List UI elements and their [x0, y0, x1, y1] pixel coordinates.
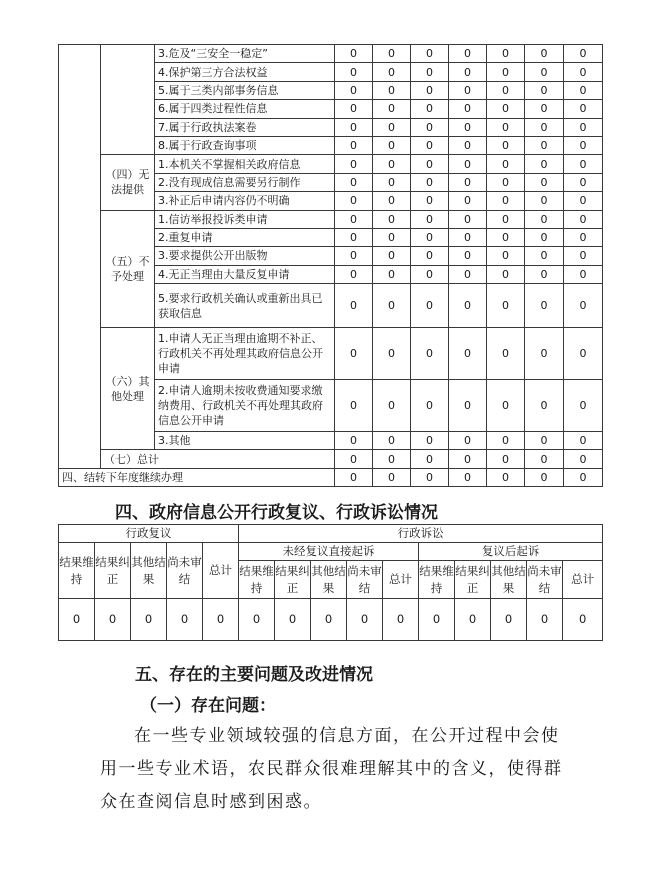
value-cell: 0: [487, 118, 525, 136]
value-cell: 0: [525, 63, 564, 81]
value-cell: 0: [131, 599, 167, 641]
value-cell: 0: [373, 45, 411, 63]
value-cell: 0: [373, 81, 411, 99]
column-header: 其他结果: [311, 561, 347, 599]
value-cell: 0: [487, 284, 525, 328]
value-cell: 0: [335, 63, 373, 81]
value-cell: 0: [373, 432, 411, 450]
category-label: （五）不予处理: [101, 210, 155, 328]
value-cell: 0: [335, 118, 373, 136]
value-cell: 0: [411, 450, 449, 468]
application-handling-table: [58, 44, 603, 487]
value-cell: 0: [525, 100, 564, 118]
value-cell: 0: [449, 450, 487, 468]
value-cell: 0: [411, 81, 449, 99]
item-label: 4.无正当理由大量反复申请: [155, 265, 335, 283]
value-cell: 0: [335, 328, 373, 380]
value-cell: 0: [487, 100, 525, 118]
value-cell: 0: [564, 468, 603, 486]
value-cell: 0: [525, 192, 564, 210]
value-cell: 0: [411, 380, 449, 432]
value-cell: 0: [335, 228, 373, 246]
item-label: 2.没有现成信息需要另行制作: [155, 173, 335, 191]
value-cell: 0: [487, 468, 525, 486]
outer-blank-cell: [59, 45, 101, 469]
item-label: 7.属于行政执法案卷: [155, 118, 335, 136]
value-cell: 0: [487, 155, 525, 173]
value-cell: 0: [373, 380, 411, 432]
table-row: [59, 210, 603, 228]
value-cell: 0: [335, 81, 373, 99]
item-label: 1.本机关不掌握相关政府信息: [155, 155, 335, 173]
category-label: （四）无法提供: [101, 155, 155, 210]
value-cell: 0: [564, 63, 603, 81]
value-cell: 0: [373, 192, 411, 210]
item-label: 4.保护第三方合法权益: [155, 63, 335, 81]
category-blank-cell: [101, 45, 155, 155]
value-cell: 0: [487, 63, 525, 81]
value-cell: 0: [491, 599, 527, 641]
problems-paragraph: 在一些专业领域较强的信息方面，在公开过程中会使用一些专业术语，农民群众很难理解其中的含义，使得群众在查阅信息时感到困惑。: [100, 726, 563, 812]
value-cell: 0: [373, 468, 411, 486]
value-cell: 0: [411, 265, 449, 283]
value-cell: 0: [373, 450, 411, 468]
column-header: 总计: [383, 561, 419, 599]
value-cell: 0: [411, 468, 449, 486]
value-cell: 0: [335, 380, 373, 432]
value-cell: 0: [95, 599, 131, 641]
value-cell: 0: [449, 328, 487, 380]
direct-suit-header: 未经复议直接起诉: [239, 543, 419, 561]
value-cell: 0: [335, 173, 373, 191]
value-cell: 0: [525, 265, 564, 283]
value-cell: 0: [564, 284, 603, 328]
item-label: 1.申请人无正当理由逾期不补正、行政机关不再处理其政府信息公开申请: [155, 328, 335, 380]
value-cell: 0: [373, 173, 411, 191]
value-cell: 0: [383, 599, 419, 641]
value-cell: 0: [59, 599, 95, 641]
value-cell: 0: [487, 136, 525, 154]
item-label: 3.补正后申请内容仍不明确: [155, 192, 335, 210]
value-cell: 0: [411, 328, 449, 380]
value-cell: 0: [347, 599, 383, 641]
carry-over-label: 四、结转下年度继续办理: [59, 468, 335, 486]
value-cell: 0: [411, 247, 449, 265]
value-cell: 0: [449, 173, 487, 191]
value-cell: 0: [525, 284, 564, 328]
problems-subtitle: （一）存在问题：: [140, 696, 276, 716]
value-cell: 0: [373, 284, 411, 328]
section5-title: 五、存在的主要问题及改进情况: [135, 665, 373, 685]
value-cell: 0: [373, 155, 411, 173]
value-cell: 0: [411, 118, 449, 136]
value-cell: 0: [449, 45, 487, 63]
value-cell: 0: [487, 173, 525, 191]
column-header: 结果纠正: [95, 543, 131, 599]
category-label: （六）其他处理: [101, 328, 155, 450]
value-cell: 0: [373, 265, 411, 283]
value-cell: 0: [525, 45, 564, 63]
value-cell: 0: [449, 136, 487, 154]
value-cell: 0: [525, 468, 564, 486]
value-cell: 0: [411, 284, 449, 328]
value-cell: 0: [564, 118, 603, 136]
value-cell: 0: [335, 210, 373, 228]
value-cell: 0: [564, 45, 603, 63]
value-cell: 0: [373, 328, 411, 380]
value-cell: 0: [419, 599, 455, 641]
value-cell: 0: [411, 173, 449, 191]
table-row: [59, 155, 603, 173]
value-cell: 0: [203, 599, 239, 641]
item-label: 2.申请人逾期未按收费通知要求缴纳费用、行政机关不再处理其政府信息公开申请: [155, 380, 335, 432]
value-cell: 0: [449, 265, 487, 283]
value-cell: 0: [525, 247, 564, 265]
column-header: 其他结果: [491, 561, 527, 599]
item-label: 3.要求提供公开出版物: [155, 247, 335, 265]
item-label: 3.危及“三安全一稳定”: [155, 45, 335, 63]
value-cell: 0: [311, 599, 347, 641]
table-row: [59, 525, 603, 543]
value-cell: 0: [564, 265, 603, 283]
value-cell: 0: [563, 599, 603, 641]
value-cell: 0: [449, 100, 487, 118]
value-cell: 0: [335, 247, 373, 265]
review-header: 行政复议: [59, 525, 239, 543]
value-cell: 0: [527, 599, 563, 641]
value-cell: 0: [564, 210, 603, 228]
value-cell: 0: [335, 155, 373, 173]
value-cell: 0: [239, 599, 275, 641]
column-header: 结果纠正: [275, 561, 311, 599]
value-cell: 0: [525, 155, 564, 173]
value-cell: 0: [564, 247, 603, 265]
value-cell: 0: [449, 118, 487, 136]
value-cell: 0: [525, 210, 564, 228]
value-cell: 0: [487, 380, 525, 432]
value-cell: 0: [449, 155, 487, 173]
value-cell: 0: [525, 450, 564, 468]
value-cell: 0: [525, 173, 564, 191]
column-header: 尚未审结: [527, 561, 563, 599]
value-cell: 0: [411, 100, 449, 118]
value-cell: 0: [564, 136, 603, 154]
value-cell: 0: [449, 81, 487, 99]
after-review-header: 复议后起诉: [419, 543, 603, 561]
value-cell: 0: [449, 380, 487, 432]
review-litigation-table: [58, 524, 603, 641]
value-cell: 0: [373, 136, 411, 154]
value-cell: 0: [411, 192, 449, 210]
value-cell: 0: [373, 118, 411, 136]
value-cell: 0: [411, 63, 449, 81]
value-cell: 0: [525, 228, 564, 246]
value-cell: 0: [449, 192, 487, 210]
value-cell: 0: [564, 432, 603, 450]
value-cell: 0: [411, 228, 449, 246]
litigation-header: 行政诉讼: [239, 525, 603, 543]
value-cell: 0: [525, 380, 564, 432]
value-cell: 0: [487, 432, 525, 450]
item-label: 2.重复申请: [155, 228, 335, 246]
column-header: 结果纠正: [455, 561, 491, 599]
item-label: 1.信访举报投诉类申请: [155, 210, 335, 228]
value-cell: 0: [449, 210, 487, 228]
value-cell: 0: [411, 136, 449, 154]
value-cell: 0: [564, 380, 603, 432]
value-cell: 0: [525, 328, 564, 380]
value-cell: 0: [335, 192, 373, 210]
value-cell: 0: [167, 599, 203, 641]
value-cell: 0: [373, 63, 411, 81]
value-cell: 0: [335, 265, 373, 283]
value-cell: 0: [525, 81, 564, 99]
value-cell: 0: [564, 81, 603, 99]
value-cell: 0: [487, 192, 525, 210]
value-cell: 0: [449, 228, 487, 246]
value-cell: 0: [487, 247, 525, 265]
section4-title: 四、政府信息公开行政复议、行政诉讼情况: [115, 503, 438, 523]
value-cell: 0: [449, 63, 487, 81]
value-cell: 0: [487, 210, 525, 228]
value-cell: 0: [335, 432, 373, 450]
table-row: [59, 328, 603, 380]
item-label: 5.属于三类内部事务信息: [155, 81, 335, 99]
value-cell: 0: [487, 328, 525, 380]
value-cell: 0: [449, 247, 487, 265]
value-cell: 0: [411, 155, 449, 173]
column-header: 结果维持: [419, 561, 455, 599]
value-cell: 0: [449, 284, 487, 328]
value-cell: 0: [564, 450, 603, 468]
value-cell: 0: [411, 432, 449, 450]
column-header: 其他结果: [131, 543, 167, 599]
column-header: 总计: [203, 543, 239, 599]
value-cell: 0: [335, 45, 373, 63]
value-cell: 0: [335, 450, 373, 468]
value-cell: 0: [373, 228, 411, 246]
table-row: [59, 599, 603, 641]
value-cell: 0: [564, 173, 603, 191]
value-cell: 0: [525, 432, 564, 450]
table-row: [59, 468, 603, 486]
column-header: 总计: [563, 561, 603, 599]
value-cell: 0: [487, 81, 525, 99]
item-label: 8.属于行政查询事项: [155, 136, 335, 154]
value-cell: 0: [373, 247, 411, 265]
value-cell: 0: [373, 100, 411, 118]
value-cell: 0: [487, 265, 525, 283]
table-row: [59, 450, 603, 468]
value-cell: 0: [449, 432, 487, 450]
item-label: 6.属于四类过程性信息: [155, 100, 335, 118]
value-cell: 0: [455, 599, 491, 641]
value-cell: 0: [487, 228, 525, 246]
column-header: 结果维持: [59, 543, 95, 599]
table-row: [59, 543, 603, 561]
value-cell: 0: [525, 136, 564, 154]
column-header: 尚未审结: [347, 561, 383, 599]
column-header: 尚未审结: [167, 543, 203, 599]
value-cell: 0: [335, 100, 373, 118]
value-cell: 0: [564, 192, 603, 210]
value-cell: 0: [335, 284, 373, 328]
value-cell: 0: [487, 450, 525, 468]
total-label: （七）总计: [101, 450, 335, 468]
value-cell: 0: [564, 228, 603, 246]
value-cell: 0: [411, 210, 449, 228]
value-cell: 0: [564, 100, 603, 118]
value-cell: 0: [564, 328, 603, 380]
value-cell: 0: [335, 136, 373, 154]
value-cell: 0: [373, 210, 411, 228]
item-label: 5.要求行政机关确认或重新出具已获取信息: [155, 284, 335, 328]
value-cell: 0: [335, 468, 373, 486]
table-row: [59, 45, 603, 63]
value-cell: 0: [275, 599, 311, 641]
value-cell: 0: [564, 155, 603, 173]
column-header: 结果维持: [239, 561, 275, 599]
value-cell: 0: [411, 45, 449, 63]
value-cell: 0: [487, 45, 525, 63]
value-cell: 0: [449, 468, 487, 486]
item-label: 3.其他: [155, 432, 335, 450]
value-cell: 0: [525, 118, 564, 136]
